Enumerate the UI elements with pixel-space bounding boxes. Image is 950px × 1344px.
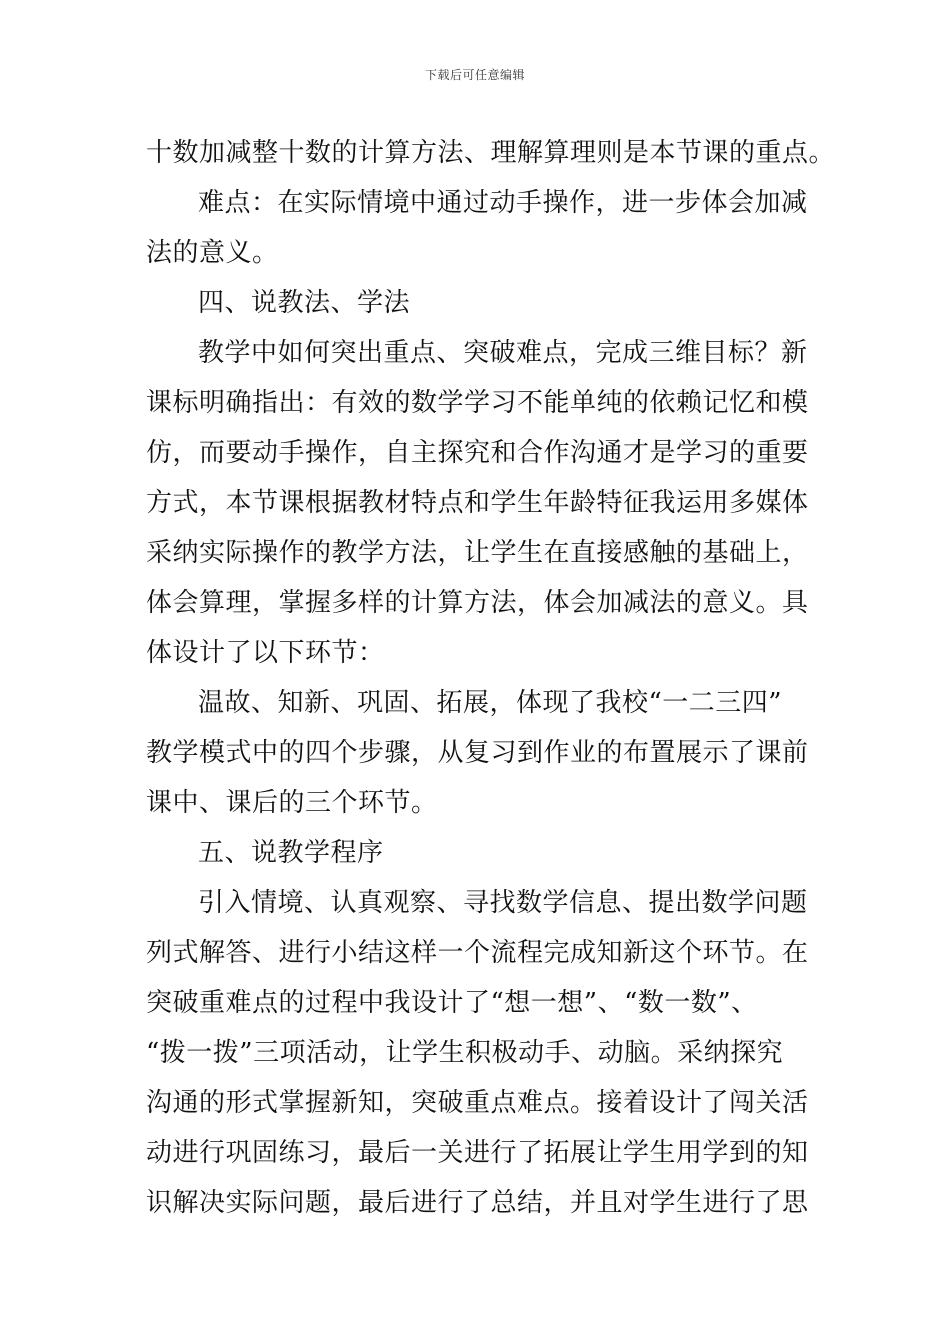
text-line: 识解决实际问题，最后进行了总结，并且对学生进行了思 (146, 1188, 809, 1218)
text-line: 教学中如何突出重点、突破难点，完成三维目标？新 (198, 338, 808, 368)
text-line: 难点：在实际情境中通过动手操作，进一步体会加减 (198, 188, 808, 218)
section-heading: 五、说教学程序 (198, 838, 384, 868)
text-line: 仿，而要动手操作，自主探究和合作沟通才是学习的重要 (146, 438, 809, 468)
text-line: 动进行巩固练习，最后一关进行了拓展让学生用学到的知 (146, 1138, 809, 1168)
text-line: 体会算理，掌握多样的计算方法，体会加减法的意义。具 (146, 588, 809, 618)
text-line: 方式，本节课根据教材特点和学生年龄特征我运用多媒体 (146, 488, 809, 518)
text-line: 课标明确指出：有效的数学学习不能单纯的依赖记忆和模 (146, 388, 809, 418)
text-line: 列式解答、进行小结这样一个流程完成知新这个环节。在 (146, 938, 809, 968)
text-line: 十数加减整十数的计算方法、理解算理则是本节课的重点。 (146, 138, 836, 168)
text-line: 沟通的形式掌握新知，突破重点难点。接着设计了闯关活 (146, 1088, 809, 1118)
section-heading: 四、说教法、学法 (198, 288, 411, 318)
text-line: 温故、知新、巩固、拓展，体现了我校“一二三四” (198, 688, 783, 718)
text-line: 采纳实际操作的教学方法，让学生在直接感触的基础上， (146, 538, 809, 568)
text-line: 突破重难点的过程中我设计了“想一想”、“数一数”、 (146, 988, 758, 1018)
text-line: 引入情境、认真观察、寻找数学信息、提出数学问题 (198, 888, 808, 918)
document-body (146, 128, 836, 1228)
page-header: 下载后可任意编辑 (424, 68, 525, 82)
text-line: 体设计了以下环节： (146, 638, 385, 668)
text-line: 教学模式中的四个步骤，从复习到作业的布置展示了课前 (146, 738, 809, 768)
text-line: 课中、课后的三个环节。 (146, 788, 438, 818)
text-line: 法的意义。 (146, 238, 279, 268)
text-line: “拨一拨”三项活动，让学生积极动手、动脑。采纳探究 (146, 1038, 784, 1068)
